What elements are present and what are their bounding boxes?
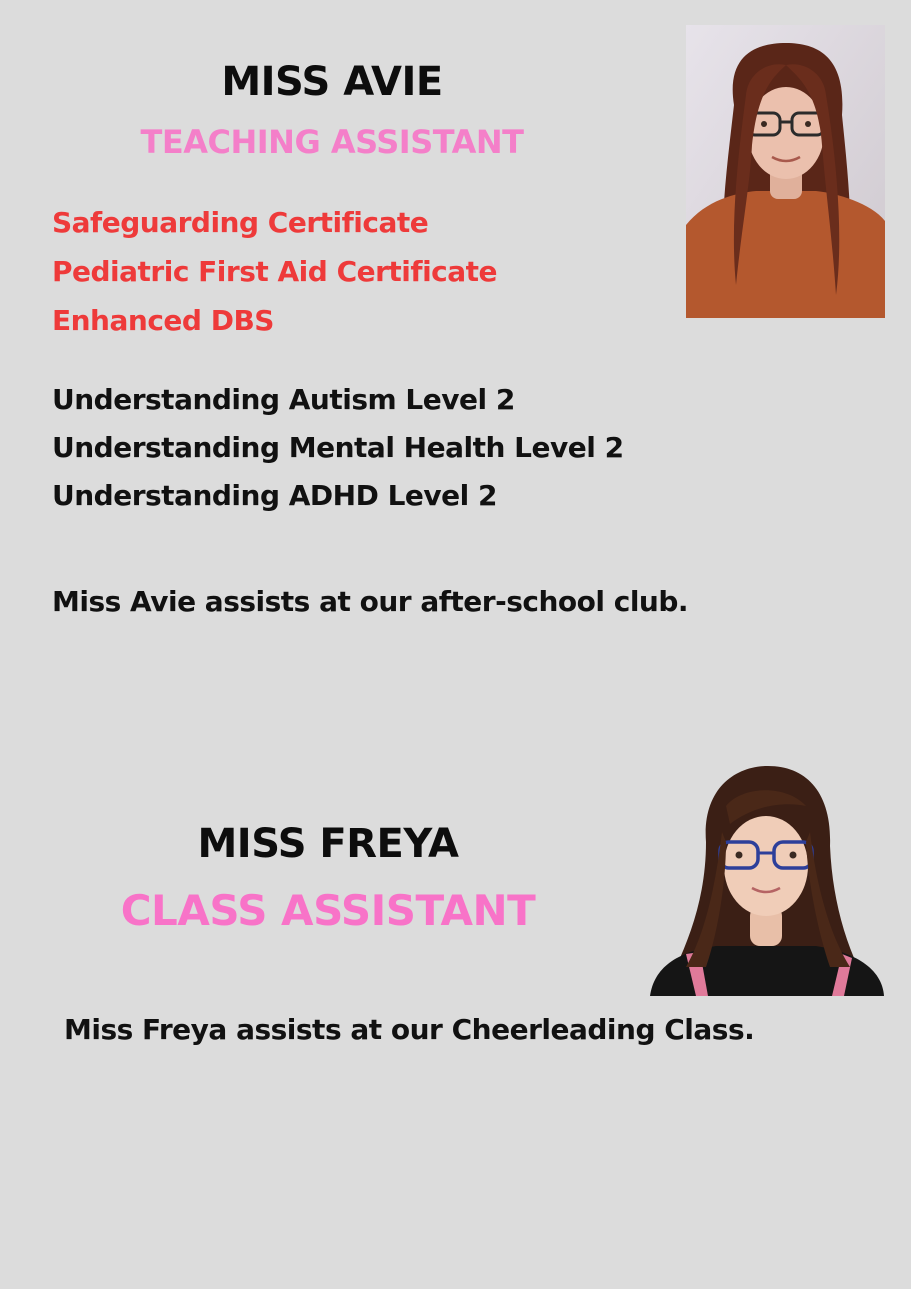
course-item: Understanding Autism Level 2 — [52, 383, 515, 416]
course-list — [52, 376, 624, 520]
staff-role-avie: TEACHING ASSISTANT — [140, 123, 524, 161]
certificate-item: Pediatric First Aid Certificate — [52, 255, 498, 288]
freya-portrait-photo — [646, 762, 886, 996]
course-item: Understanding Mental Health Level 2 — [52, 431, 624, 464]
avie-portrait-photo — [686, 25, 885, 318]
certificate-item: Safeguarding Certificate — [52, 206, 429, 239]
course-item: Understanding ADHD Level 2 — [52, 479, 497, 512]
staff-name-freya: MISS FREYA — [197, 821, 459, 867]
certificate-item: Enhanced DBS — [52, 304, 274, 337]
staff-note-freya: Miss Freya assists at our Cheerleading Class. — [64, 1013, 755, 1046]
staff-role-freya: CLASS ASSISTANT — [120, 886, 536, 935]
staff-note-avie: Miss Avie assists at our after-school club. — [52, 585, 689, 618]
staff-name-avie: MISS AVIE — [221, 59, 443, 105]
certificate-list — [52, 198, 497, 345]
